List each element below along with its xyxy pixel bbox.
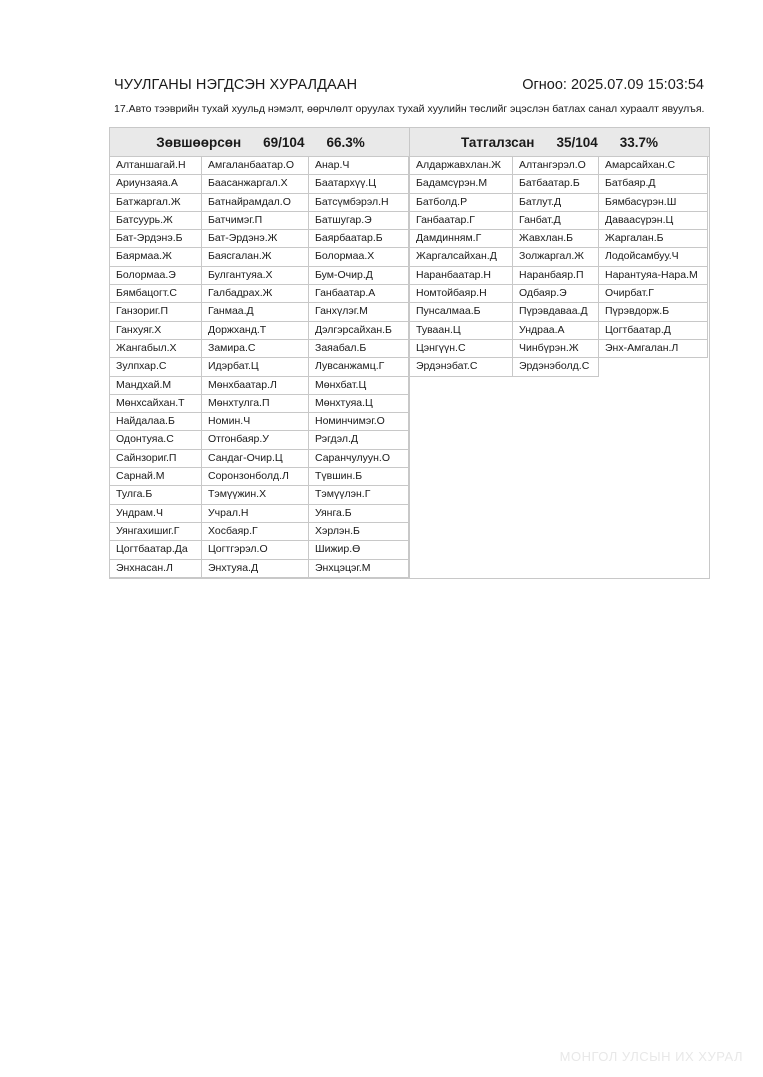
rejected-name-cell: Нарантуяа-Нара.М — [599, 267, 708, 285]
approved-name-cell: Баярбаатар.Б — [309, 230, 409, 248]
approved-name-cell: Батчимэг.П — [202, 212, 309, 230]
rejected-name-cell: Жавхлан.Б — [513, 230, 599, 248]
approved-name-cell: Ариунзаяа.А — [110, 175, 202, 193]
approved-name-cell: Батжаргал.Ж — [110, 194, 202, 212]
rejected-label: Татгалзсан — [460, 134, 535, 150]
rejected-name-cell: Цогтбаатар.Д — [599, 322, 708, 340]
approved-name-cell: Бат-Эрдэнэ.Б — [110, 230, 202, 248]
approved-name-cell: Рэгдэл.Д — [309, 431, 409, 449]
rejected-name-cell: Алтангэрэл.О — [513, 157, 599, 175]
rejected-name-cell: Дамдинням.Г — [410, 230, 513, 248]
rejected-name-cell: Энх-Амгалан.Л — [599, 340, 708, 358]
approved-name-cell: Ганхуяг.Х — [110, 322, 202, 340]
rejected-name-cell: Жаргалан.Б — [599, 230, 708, 248]
approved-name-cell: Доржханд.Т — [202, 322, 309, 340]
rejected-name-cell: Батбаатар.Б — [513, 175, 599, 193]
rejected-name-cell: Эрдэнэболд.С — [513, 358, 599, 376]
rejected-name-cell: Пүрэвдорж.Б — [599, 303, 708, 321]
approved-name-cell: Саранчулуун.О — [309, 450, 409, 468]
vote-date: Огноо: 2025.07.09 15:03:54 — [522, 77, 704, 93]
rejected-name-cell: Бадамсүрэн.М — [410, 175, 513, 193]
approved-panel — [109, 127, 412, 579]
approved-name-cell: Сандаг-Очир.Ц — [202, 450, 309, 468]
approved-label: Зөвшөөрсөн — [156, 134, 242, 150]
approved-name-cell: Учрал.Н — [202, 505, 309, 523]
approved-name-cell: Энхтуяа.Д — [202, 560, 309, 578]
approved-count: 69/104 — [263, 134, 305, 150]
approved-name-cell: Батшугар.Э — [309, 212, 409, 230]
approved-name-cell: Амгаланбаатар.О — [202, 157, 309, 175]
approved-name-cell: Дэлгэрсайхан.Б — [309, 322, 409, 340]
rejected-name-cell: Лодойсамбуу.Ч — [599, 248, 708, 266]
approved-name-cell: Мандхай.М — [110, 377, 202, 395]
rejected-name-cell: Жаргалсайхан.Д — [410, 248, 513, 266]
approved-name-cell: Ганзориг.П — [110, 303, 202, 321]
rejected-name-cell: Батлут.Д — [513, 194, 599, 212]
approved-name-cell: Түвшин.Б — [309, 468, 409, 486]
approved-name-cell: Тулга.Б — [110, 486, 202, 504]
approved-name-cell: Энхнасан.Л — [110, 560, 202, 578]
approved-name-cell: Сарнай.М — [110, 468, 202, 486]
approved-name-cell: Лувсанжамц.Г — [309, 358, 409, 376]
approved-name-cell: Баатархүү.Ц — [309, 175, 409, 193]
rejected-name-cell: Ундраа.А — [513, 322, 599, 340]
rejected-percent: 33.7% — [619, 134, 659, 150]
approved-name-cell: Баясгалан.Ж — [202, 248, 309, 266]
approved-name-cell: Мөнхсайхан.Т — [110, 395, 202, 413]
rejected-name-cell: Батбаяр.Д — [599, 175, 708, 193]
approved-name-cell: Жангабыл.Х — [110, 340, 202, 358]
approved-name-cell: Батсүмбэрэл.Н — [309, 194, 409, 212]
rejected-name-cell: Очирбат.Г — [599, 285, 708, 303]
rejected-name-cell: Даваасүрэн.Ц — [599, 212, 708, 230]
approved-name-cell: Одонтуяа.С — [110, 431, 202, 449]
approved-name-cell: Баярмаа.Ж — [110, 248, 202, 266]
rejected-name-cell: Наранбаяр.П — [513, 267, 599, 285]
approved-name-cell: Ганмаа.Д — [202, 303, 309, 321]
approved-percent: 66.3% — [326, 134, 365, 150]
rejected-name-cell: Чинбүрэн.Ж — [513, 340, 599, 358]
watermark: МОНГОЛ УЛСЫН ИХ ХУРАЛ — [559, 1049, 743, 1064]
approved-name-cell: Номин.Ч — [202, 413, 309, 431]
approved-name-cell: Отгонбаяр.У — [202, 431, 309, 449]
approved-name-cell: Сайнзориг.П — [110, 450, 202, 468]
rejected-name-cell: Цэнгүүн.С — [410, 340, 513, 358]
rejected-panel — [409, 127, 710, 579]
approved-name-cell: Замира.С — [202, 340, 309, 358]
approved-name-cell: Цогтгэрэл.О — [202, 541, 309, 559]
rejected-name-cell: Ганбаатар.Г — [410, 212, 513, 230]
approved-name-cell: Ундрам.Ч — [110, 505, 202, 523]
approved-name-cell: Булгантуяа.Х — [202, 267, 309, 285]
approved-name-cell: Идэрбат.Ц — [202, 358, 309, 376]
approved-name-cell: Мөнхтуяа.Ц — [309, 395, 409, 413]
rejected-name-cell: Бямбасүрэн.Ш — [599, 194, 708, 212]
approved-name-cell: Номинчимэг.О — [309, 413, 409, 431]
approved-name-cell: Анар.Ч — [309, 157, 409, 175]
approved-name-cell: Ганхүлэг.М — [309, 303, 409, 321]
approved-name-cell: Найдалаа.Б — [110, 413, 202, 431]
approved-name-cell: Цогтбаатар.Да — [110, 541, 202, 559]
approved-name-cell: Баасанжаргал.Х — [202, 175, 309, 193]
approved-name-cell: Ганбаатар.А — [309, 285, 409, 303]
rejected-name-cell: Золжаргал.Ж — [513, 248, 599, 266]
rejected-count: 35/104 — [556, 134, 598, 150]
approved-name-cell: Шижир.Ө — [309, 541, 409, 559]
rejected-header — [410, 128, 709, 157]
approved-name-cell: Тэмүүлэн.Г — [309, 486, 409, 504]
approved-name-cell: Уянгахишиг.Г — [110, 523, 202, 541]
approved-name-cell: Мөнхбат.Ц — [309, 377, 409, 395]
approved-name-cell: Зулпхар.С — [110, 358, 202, 376]
approved-name-cell: Бум-Очир.Д — [309, 267, 409, 285]
page-title: ЧУУЛГАНЫ НЭГДСЭН ХУРАЛДААН — [114, 77, 358, 93]
rejected-name-cell: Наранбаатар.Н — [410, 267, 513, 285]
rejected-name-cell: Туваан.Ц — [410, 322, 513, 340]
rejected-name-cell: Батболд.Р — [410, 194, 513, 212]
approved-name-cell: Бат-Эрдэнэ.Ж — [202, 230, 309, 248]
approved-name-cell: Батсуурь.Ж — [110, 212, 202, 230]
approved-name-cell: Батнайрамдал.О — [202, 194, 309, 212]
approved-name-cell: Болормаа.Э — [110, 267, 202, 285]
rejected-name-cell: Ганбат.Д — [513, 212, 599, 230]
rejected-name-cell: Алдаржавхлан.Ж — [410, 157, 513, 175]
rejected-name-cell: Пунсалмаа.Б — [410, 303, 513, 321]
approved-name-cell: Мөнхбаатар.Л — [202, 377, 309, 395]
approved-name-cell: Соронзонболд.Л — [202, 468, 309, 486]
agenda-item: 17.Авто тээврийн тухай хуульд нэмэлт, өөрчлөлт оруулах тухай хуулийн төслийг эцэслэн батлах санал хураалт явуулъя. — [114, 103, 705, 115]
approved-names-grid — [110, 157, 409, 578]
approved-name-cell: Уянга.Б — [309, 505, 409, 523]
approved-header — [110, 128, 411, 157]
rejected-name-cell: Номтойбаяр.Н — [410, 285, 513, 303]
approved-name-cell: Энхцэцэг.М — [309, 560, 409, 578]
approved-name-cell: Алтаншагай.Н — [110, 157, 202, 175]
approved-name-cell: Тэмүүжин.Х — [202, 486, 309, 504]
approved-name-cell: Бямбацогт.С — [110, 285, 202, 303]
approved-name-cell: Хосбаяр.Г — [202, 523, 309, 541]
rejected-name-cell: Одбаяр.Э — [513, 285, 599, 303]
approved-name-cell: Галбадрах.Ж — [202, 285, 309, 303]
rejected-name-cell: Амарсайхан.С — [599, 157, 708, 175]
rejected-name-cell: Пүрэвдаваа.Д — [513, 303, 599, 321]
rejected-name-cell: Эрдэнэбат.С — [410, 358, 513, 376]
approved-name-cell: Мөнхтулга.П — [202, 395, 309, 413]
approved-name-cell: Заяабал.Б — [309, 340, 409, 358]
rejected-names-grid — [410, 157, 708, 377]
approved-name-cell: Болормаа.Х — [309, 248, 409, 266]
approved-name-cell: Хэрлэн.Б — [309, 523, 409, 541]
